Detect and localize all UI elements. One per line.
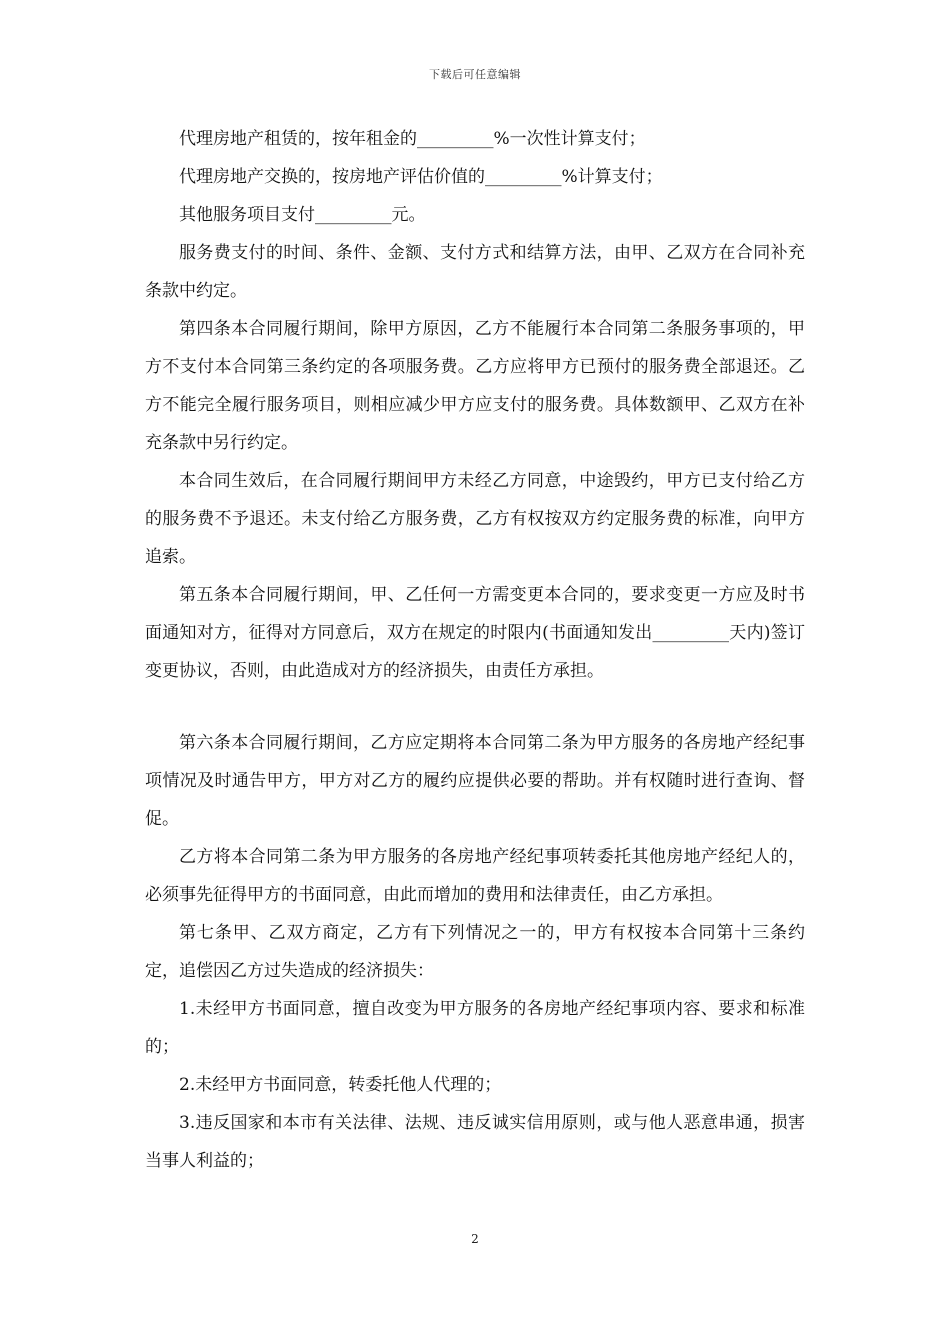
document-body xyxy=(145,120,805,1180)
page-number: 2 xyxy=(471,1232,479,1246)
list-item-2: 2.未经甲方书面同意，转委托他人代理的； xyxy=(179,1075,502,1095)
paragraph-article-4: 第四条本合同履行期间，除甲方原因，乙方不能履行本合同第二条服务事项的，甲方不支付本合同第三条约定的各项服务费。乙方应将甲方已预付的服务费全部退还。乙方不能完全履行服务项目，则相应减少甲方应支付的服务费。具体数额甲、乙双方在补充条款中另行约定。 xyxy=(145,319,805,453)
paragraph-payment-terms: 服务费支付的时间、条件、金额、支付方式和结算方法，由甲、乙双方在合同补充条款中约定。 xyxy=(145,243,805,301)
page-header: 下载后可任意编辑 xyxy=(429,68,521,81)
paragraph-gap xyxy=(145,690,805,724)
paragraph-article-7: 第七条甲、乙双方商定，乙方有下列情况之一的，甲方有权按本合同第十三条约定，追偿因乙方过失造成的经济损失： xyxy=(145,923,805,981)
paragraph-breach-refund: 本合同生效后，在合同履行期间甲方未经乙方同意，中途毁约，甲方已支付给乙方的服务费不予退还。未支付给乙方服务费，乙方有权按双方约定服务费的标准，向甲方追索。 xyxy=(145,471,805,567)
paragraph-article-6: 第六条本合同履行期间，乙方应定期将本合同第二条为甲方服务的各房地产经纪事项情况及时通告甲方，甲方对乙方的履约应提供必要的帮助。并有权随时进行查询、督促。 xyxy=(145,733,805,829)
paragraph-rent-fee: 代理房地产租赁的，按年租金的_________%一次性计算支付； xyxy=(179,129,646,149)
paragraph-article-5: 第五条本合同履行期间，甲、乙任何一方需变更本合同的，要求变更一方应及时书面通知对方，征得对方同意后，双方在规定的时限内(书面通知发出_________天内)签订变更协议，否则，由此造成对方的经济损失，由责任方承担。 xyxy=(145,585,805,681)
paragraph-other-fee: 其他服务项目支付_________元。 xyxy=(179,205,426,225)
list-item-1: 1.未经甲方书面同意，擅自改变为甲方服务的各房地产经纪事项内容、要求和标准的； xyxy=(145,999,805,1057)
paragraph-exchange-fee: 代理房地产交换的，按房地产评估价值的_________%计算支付； xyxy=(179,167,663,187)
paragraph-subcontract: 乙方将本合同第二条为甲方服务的各房地产经纪事项转委托其他房地产经纪人的，必须事先征得甲方的书面同意，由此而增加的费用和法律责任，由乙方承担。 xyxy=(145,847,805,905)
list-item-3: 3.违反国家和本市有关法律、法规、违反诚实信用原则，或与他人恶意串通，损害当事人利益的； xyxy=(145,1113,805,1171)
